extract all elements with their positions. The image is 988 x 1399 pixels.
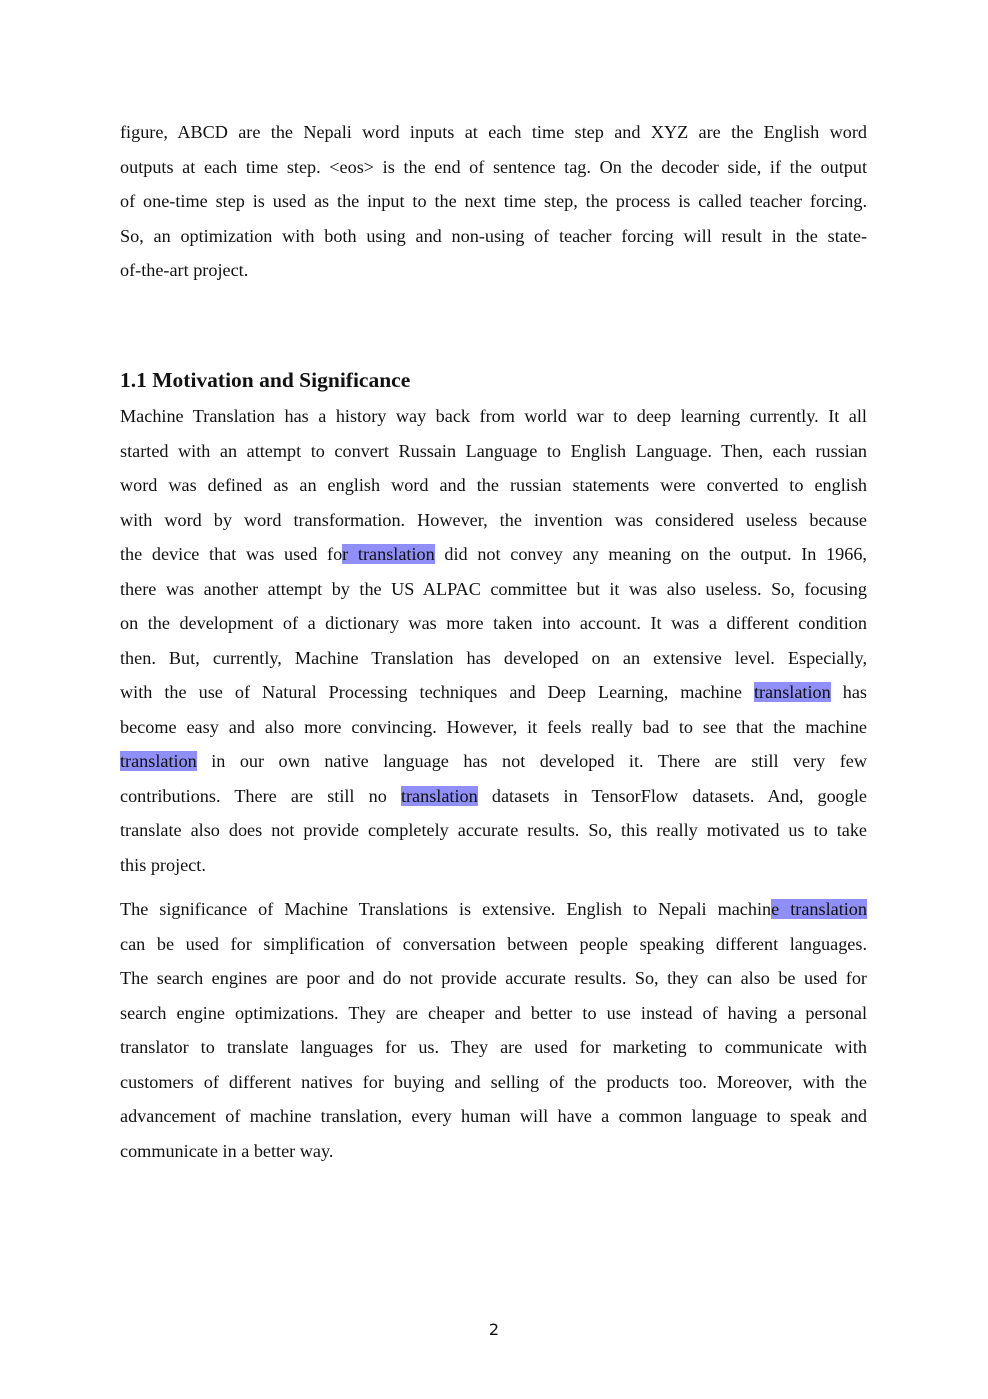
significance-line-6: customers of different natives for buying and selling of the products too. Moreover, with the [120, 1072, 867, 1092]
text-run: did not convey any meaning on the output. In 1966, [434, 544, 867, 564]
text-run: the device that was used fo [120, 544, 343, 564]
intro-line-5: of-the-art project. [120, 260, 249, 280]
motivation-line-8: then. But, currently, Machine Translation has developed on an extensive level. Especially, [120, 648, 867, 668]
motivation-line-5 [120, 543, 867, 565]
text-run: contributions. There are still no [120, 786, 401, 806]
text-run: in our own native language has not developed it. There are still very few [196, 751, 867, 771]
search-highlight: translation [120, 751, 197, 771]
significance-line-8: communicate in a better way. [120, 1141, 334, 1161]
significance-line-2: can be used for simplification of conversation between people speaking different languages. [120, 934, 867, 954]
motivation-line-1: Machine Translation has a history way back from world war to deep learning currently. It all [120, 406, 867, 426]
text-run: has [830, 682, 868, 702]
page-number: 2 [488, 1320, 500, 1339]
motivation-line-12 [120, 785, 867, 807]
motivation-line-14: this project. [120, 855, 206, 875]
search-highlight: e translation [771, 899, 867, 919]
section-heading: 1.1 Motivation and Significance [120, 368, 411, 392]
text-run: The significance of Machine Translations is extensive. English to Nepali machin [120, 899, 772, 919]
motivation-line-3: word was defined as an english word and the russian statements were converted to english [120, 475, 867, 495]
significance-line-7: advancement of machine translation, every human will have a common language to speak and [120, 1106, 867, 1126]
intro-line-4: So, an optimization with both using and non-using of teacher forcing will result in the state- [120, 226, 867, 246]
motivation-line-13: translate also does not provide completely accurate results. So, this really motivated us to take [120, 820, 867, 840]
motivation-line-4: with word by word transformation. However, the invention was considered useless because [120, 510, 867, 530]
intro-line-1: figure, ABCD are the Nepali word inputs at each time step and XYZ are the English word [120, 122, 867, 142]
motivation-line-10: become easy and also more convincing. However, it feels really bad to see that the machine [120, 717, 867, 737]
motivation-line-6: there was another attempt by the US ALPAC committee but it was also useless. So, focusing [120, 579, 867, 599]
search-highlight: r translation [342, 544, 435, 564]
motivation-line-2: started with an attempt to convert Russain Language to English Language. Then, each russian [120, 441, 867, 461]
significance-line-4: search engine optimizations. They are cheaper and better to use instead of having a personal [120, 1003, 867, 1023]
significance-line-3: The search engines are poor and do not provide accurate results. So, they can also be used for [120, 968, 867, 988]
text-run: with the use of Natural Processing techniques and Deep Learning, machine [120, 682, 754, 702]
motivation-line-9 [120, 681, 867, 703]
significance-line-5: translator to translate languages for us. They are used for marketing to communicate with [120, 1037, 867, 1057]
motivation-line-11 [120, 750, 867, 772]
search-highlight: translation [753, 682, 831, 702]
significance-line-1 [120, 898, 867, 920]
search-highlight: translation [400, 786, 478, 806]
intro-line-2: outputs at each time step. <eos> is the end of sentence tag. On the decoder side, if the output [120, 157, 867, 177]
text-run: datasets in TensorFlow datasets. And, google [477, 786, 867, 806]
intro-line-3: of one-time step is used as the input to the next time step, the process is called teacher forcing. [120, 191, 867, 211]
motivation-line-7: on the development of a dictionary was more taken into account. It was a different condition [120, 613, 867, 633]
